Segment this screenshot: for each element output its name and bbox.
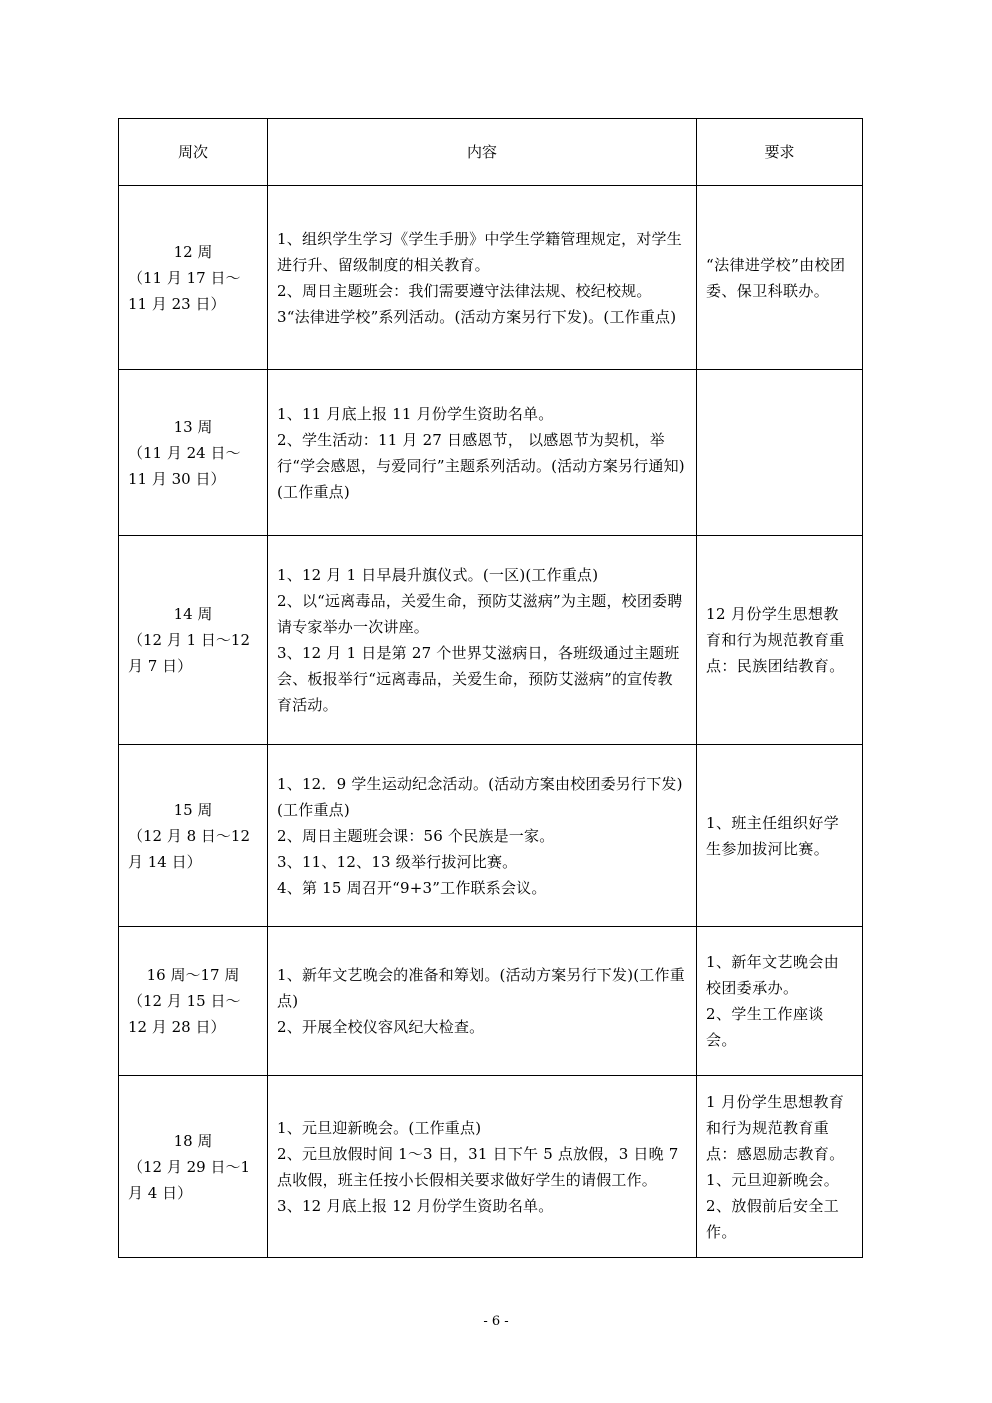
requirement-item: 1 月份学生思想教育和行为规范教育重点：感恩励志教育。 xyxy=(706,1092,845,1163)
content-cell xyxy=(268,370,697,536)
requirement-item: 1、新年文艺晚会由校团委承办。 xyxy=(706,953,840,997)
requirement-cell xyxy=(697,370,863,536)
week-range: （11 月 24 日～11 月 30 日） xyxy=(128,443,241,488)
content-cell xyxy=(268,186,697,370)
content-item: 2、学生活动：11 月 27 日感恩节， 以感恩节为契机，举行“学会感恩，与爱同行”主题系列活动。(活动方案另行通知)(工作重点) xyxy=(277,430,685,501)
requirement-item: 1、班主任组织好学生参加拔河比赛。 xyxy=(706,813,840,858)
content-item: 3、12 月底上报 12 月份学生资助名单。 xyxy=(277,1196,554,1215)
content-item: 1、12．9 学生运动纪念活动。(活动方案由校团委另行下发)(工作重点) xyxy=(277,774,683,819)
requirement-item: 1、元旦迎新晚会。 xyxy=(706,1170,840,1189)
content-item: 2、开展全校仪容风纪大检查。 xyxy=(277,1018,485,1036)
content-item: 3、11、12、13 级举行拔河比赛。 xyxy=(277,852,518,871)
week-label: 12 周 xyxy=(173,242,213,261)
requirement-item: 2、放假前后安全工作。 xyxy=(706,1196,840,1241)
week-cell xyxy=(119,1076,268,1258)
table-row xyxy=(119,745,863,927)
content-item: 2、以“远离毒品，关爱生命，预防艾滋病”为主题，校团委聘请专家举办一次讲座。 xyxy=(277,592,683,636)
header-requirement: 要求 xyxy=(697,119,863,186)
content-item: 2、周日主题班会：我们需要遵守法律法规、校纪校规。 xyxy=(277,281,652,300)
content-item: 1、组织学生学习《学生手册》中学生学籍管理规定，对学生进行升、留级制度的相关教育。 xyxy=(277,229,682,274)
week-range: （12 月 8 日～12 月 14 日） xyxy=(128,826,251,871)
page-number: - 6 - xyxy=(483,1314,509,1329)
week-label: 14 周 xyxy=(173,605,213,623)
header-week: 周次 xyxy=(119,119,268,186)
content-item: 3“法律进学校”系列活动。(活动方案另行下发)。(工作重点) xyxy=(277,307,677,326)
week-cell xyxy=(119,370,268,536)
week-cell xyxy=(119,745,268,927)
week-cell xyxy=(119,536,268,745)
content-item: 2、元旦放假时间 1～3 日，31 日下午 5 点放假，3 日晚 7 点收假，班主任按小长假相关要求做好学生的请假工作。 xyxy=(277,1144,679,1189)
requirement-item: 2、学生工作座谈会。 xyxy=(706,1005,824,1049)
week-range: （12 月 29 日～1 月 4 日） xyxy=(128,1157,251,1202)
content-cell xyxy=(268,927,697,1076)
requirement-cell xyxy=(697,1076,863,1258)
schedule-table xyxy=(118,118,863,1258)
table-row xyxy=(119,186,863,370)
content-item: 2、周日主题班会课：56 个民族是一家。 xyxy=(277,826,555,845)
requirement-cell xyxy=(697,186,863,370)
content-item: 4、第 15 周召开“9+3”工作联系会议。 xyxy=(277,878,547,897)
requirement-item: 12 月份学生思想教育和行为规范教育重点：民族团结教育。 xyxy=(706,605,845,675)
table-row xyxy=(119,370,863,536)
content-item: 3、12 月 1 日是第 27 个世界艾滋病日，各班级通过主题班会、板报举行“远离毒品，关爱生命，预防艾滋病”的宣传教育活动。 xyxy=(277,644,680,714)
header-row xyxy=(119,119,863,186)
content-cell xyxy=(268,1076,697,1258)
content-cell xyxy=(268,536,697,745)
requirement-cell xyxy=(697,927,863,1076)
week-label: 13 周 xyxy=(173,417,213,436)
table-row xyxy=(119,927,863,1076)
week-range: （11 月 17 日～11 月 23 日） xyxy=(128,268,241,313)
content-item: 1、元旦迎新晚会。(工作重点) xyxy=(277,1118,482,1137)
requirement-cell xyxy=(697,536,863,745)
week-label: 16 周～17 周 xyxy=(146,966,240,984)
header-content: 内容 xyxy=(268,119,697,186)
week-label: 18 周 xyxy=(173,1131,213,1150)
table-row xyxy=(119,1076,863,1258)
week-range: （12 月 15 日～12 月 28 日） xyxy=(128,992,241,1036)
requirement-cell xyxy=(697,745,863,927)
week-label: 15 周 xyxy=(173,800,213,819)
week-cell xyxy=(119,927,268,1076)
content-item: 1、12 月 1 日早晨升旗仪式。(一区)(工作重点) xyxy=(277,566,599,584)
table-row xyxy=(119,536,863,745)
week-range: （12 月 1 日～12 月 7 日） xyxy=(128,631,251,675)
week-cell xyxy=(119,186,268,370)
content-item: 1、11 月底上报 11 月份学生资助名单。 xyxy=(277,404,554,423)
content-item: 1、新年文艺晚会的准备和筹划。(活动方案另行下发)(工作重点) xyxy=(277,966,685,1010)
content-cell xyxy=(268,745,697,927)
requirement-item: “法律进学校”由校团委、保卫科联办。 xyxy=(706,255,846,300)
